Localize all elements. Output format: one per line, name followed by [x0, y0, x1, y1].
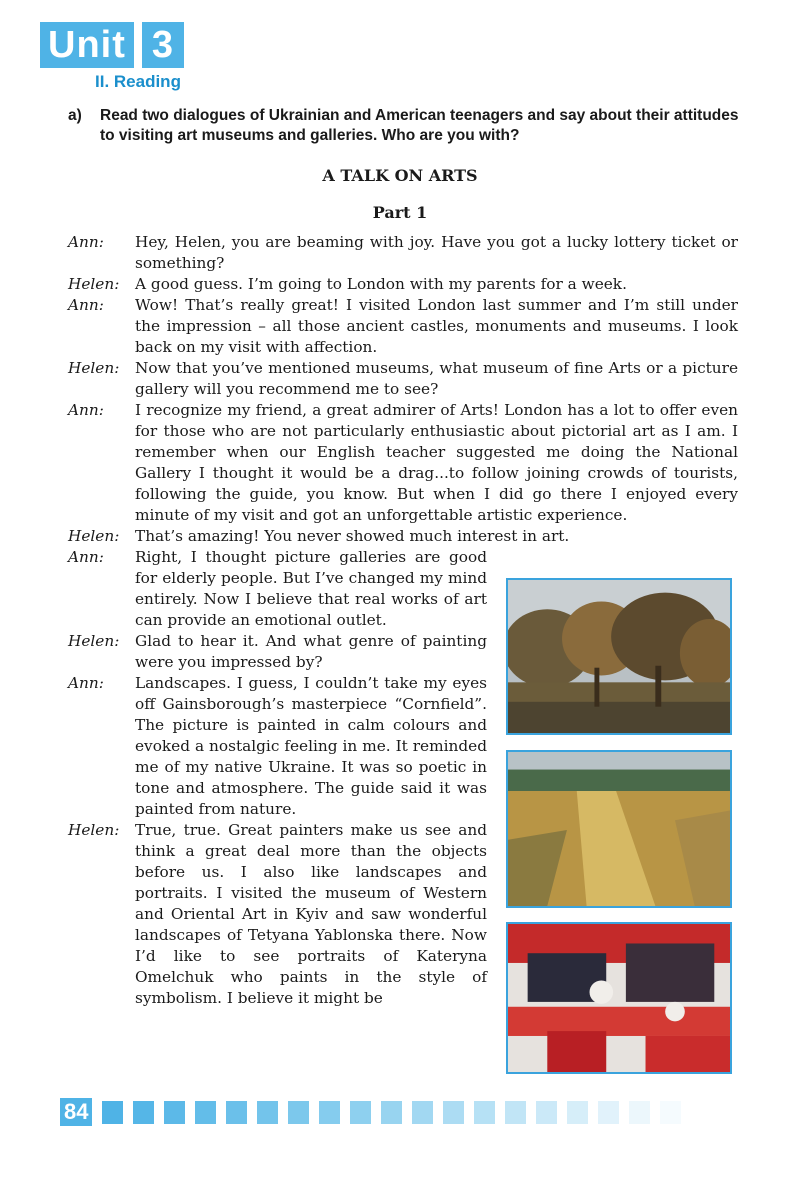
- speaker: Helen:: [68, 632, 120, 650]
- symbolism-painting: [506, 922, 732, 1074]
- dialogue-line: [68, 295, 738, 358]
- footer-square: [257, 1101, 278, 1124]
- speech: Glad to hear it. And what genre of painting were you impressed by?: [135, 632, 487, 671]
- task-letter: a): [68, 107, 82, 124]
- speaker: Ann:: [68, 674, 104, 692]
- landscape-painting-trees: [506, 578, 732, 735]
- part-heading: Part 1: [372, 203, 428, 222]
- speech: A good guess. I’m going to London with my parents for a week.: [135, 275, 627, 293]
- footer-square: [350, 1101, 371, 1124]
- dialogue-line: [68, 400, 738, 526]
- unit-label: Unit: [40, 22, 134, 68]
- speaker: Helen:: [68, 275, 120, 293]
- unit-header: [40, 22, 184, 68]
- footer-square: [133, 1101, 154, 1124]
- footer-square: [474, 1101, 495, 1124]
- speech: Now that you’ve mentioned museums, what museum of fine Arts or a picture gallery will you recommend me to see?: [135, 359, 738, 398]
- speaker: Helen:: [68, 527, 120, 545]
- speaker: Helen:: [68, 359, 120, 377]
- speaker: Ann:: [68, 548, 104, 566]
- footer-square: [660, 1101, 681, 1124]
- dialogue-line: [68, 526, 738, 547]
- speech: I recognize my friend, a great admirer of Arts! London has a lot to offer even for those who are not particularly enthusiastic about pictorial art as I am. I remember when our English teacher suggested me doing the National Gallery I thought it would be a drag...to follow joining crowds of tourists, following the guide, you know. But when I did go there I enjoyed every minute of my visit and got an unforgettable artistic experience.: [135, 401, 738, 524]
- speech: True, true. Great painters make us see and think a great deal more than the objects before us. I also like landscapes and portraits. I visited the museum of Western and Oriental Art in Kyiv and saw wonderful landscapes of Tetyana Yablonska there. Now I’d like to see portraits of Kateryna Omelchuk who paints in the style of symbolism. I believe it might be: [135, 821, 487, 1007]
- footer-square: [381, 1101, 402, 1124]
- speech: Hey, Helen, you are beaming with joy. Have you got a lucky lottery ticket or something?: [135, 233, 738, 272]
- page-footer: [60, 1098, 681, 1126]
- footer-square: [505, 1101, 526, 1124]
- dialogue-line: [68, 358, 738, 400]
- footer-square: [226, 1101, 247, 1124]
- footer-square: [102, 1101, 123, 1124]
- speech: Landscapes. I guess, I couldn’t take my eyes off Gainsborough’s masterpiece “Cornfield”. The picture is painted in calm colours and evoked a nostalgic feeling in me. It reminded me of my native Ukraine. It was so poetic in tone and atmosphere. The guide said it was painted from nature.: [135, 674, 487, 818]
- footer-square: [288, 1101, 309, 1124]
- footer-square: [195, 1101, 216, 1124]
- dialogue-line: [68, 232, 738, 274]
- footer-square: [598, 1101, 619, 1124]
- landscape-painting-cornfield: [506, 750, 732, 908]
- unit-number: 3: [142, 22, 184, 68]
- footer-square: [412, 1101, 433, 1124]
- footer-square: [319, 1101, 340, 1124]
- page-number: 84: [60, 1098, 92, 1126]
- footer-square: [629, 1101, 650, 1124]
- speech: Right, I thought picture galleries are good for elderly people. But I’ve changed my mind entirely. Now I believe that real works of art can provide an emotional outlet.: [135, 548, 487, 629]
- speaker: Ann:: [68, 401, 104, 419]
- task-instruction: [68, 106, 748, 146]
- footer-square: [164, 1101, 185, 1124]
- footer-square: [536, 1101, 557, 1124]
- dialogue-line: [68, 274, 738, 295]
- speaker: Ann:: [68, 233, 104, 251]
- text-title: A TALK ON ARTS: [322, 166, 478, 185]
- section-heading: II. Reading: [95, 72, 181, 91]
- task-text: Read two dialogues of Ukrainian and American teenagers and say about their attitudes to visiting art museums and galleries. Who are you with?: [100, 107, 739, 144]
- speech: That’s amazing! You never showed much interest in art.: [135, 527, 570, 545]
- speech: Wow! That’s really great! I visited London last summer and I’m still under the impression – all those ancient castles, monuments and museums. I look back on my visit with affection.: [135, 296, 738, 356]
- footer-square: [443, 1101, 464, 1124]
- speaker: Ann:: [68, 296, 104, 314]
- speaker: Helen:: [68, 821, 120, 839]
- footer-square: [567, 1101, 588, 1124]
